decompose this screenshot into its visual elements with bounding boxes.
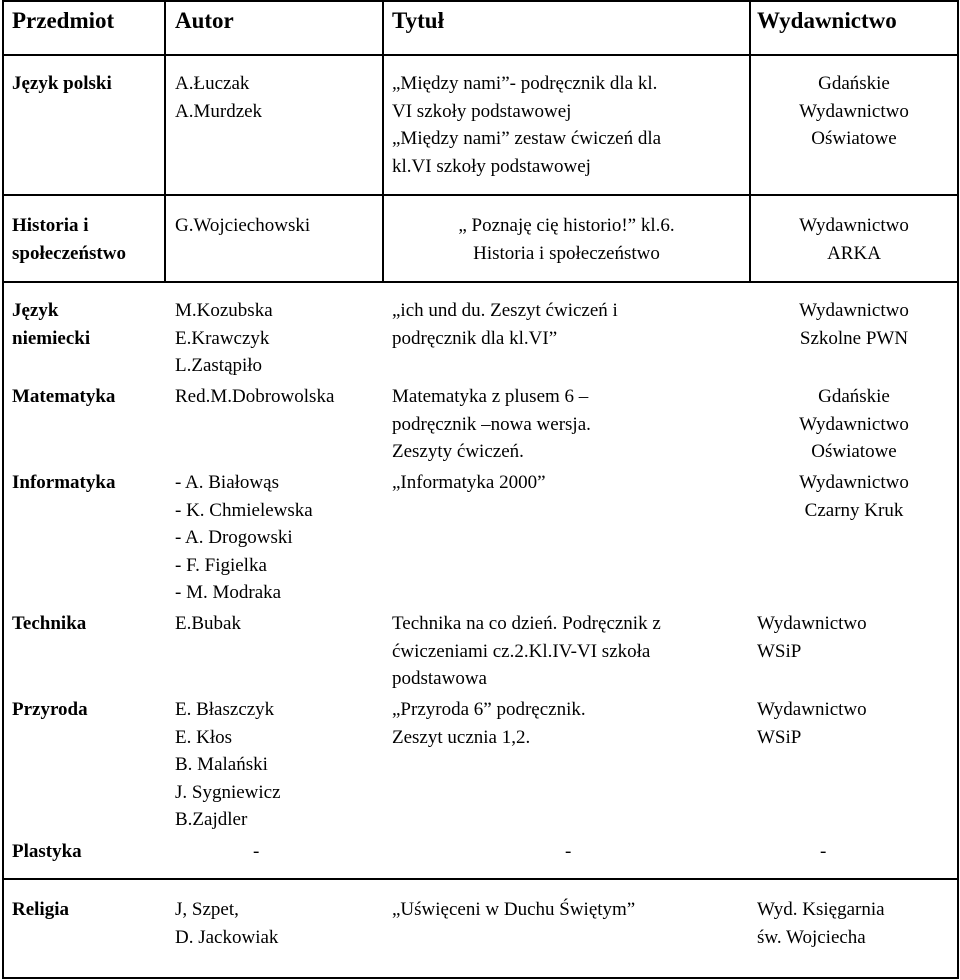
- header-publisher: Wydawnictwo: [757, 8, 897, 33]
- row-informatyka-publisher: [751, 469, 957, 524]
- publisher-line: Wyd. Księgarnia: [757, 899, 885, 920]
- row-polski-subject: [12, 70, 112, 98]
- title-line: „ Poznaję cię historio!” kl.6.: [458, 215, 675, 236]
- title-line: VI szkoły podstawowej: [392, 100, 572, 122]
- publisher-line: Wydawnictwo: [799, 300, 909, 321]
- author-line: D. Jackowiak: [175, 926, 279, 948]
- subject-line: Historia i: [12, 215, 89, 236]
- subject-line: Plastyka: [12, 841, 82, 862]
- row-religia-publisher: [757, 896, 885, 951]
- row-informatyka-subject: [12, 469, 115, 497]
- publisher-line: Oświatowe: [811, 441, 897, 462]
- row-niemiecki-subject: [12, 297, 90, 352]
- row-religia-authors: [175, 896, 278, 951]
- publisher-line: Wydawnictwo: [799, 100, 909, 122]
- title-line: podręcznik dla kl.VI”: [392, 327, 558, 349]
- row-niemiecki-authors: [175, 297, 273, 380]
- rule-after-historia: [2, 281, 959, 283]
- title-line: Matematyka z plusem 6 –: [392, 386, 589, 407]
- row-plastyka-subject: [12, 838, 82, 866]
- row-przyroda-title: [392, 696, 586, 751]
- publisher-line: ARKA: [827, 242, 881, 264]
- row-przyroda-publisher: [757, 696, 867, 751]
- publisher-line: Wydawnictwo: [799, 472, 909, 493]
- rule-after-plastyka: [2, 878, 959, 880]
- subject-line: Informatyka: [12, 472, 116, 493]
- publisher-line: św. Wojciecha: [757, 926, 866, 948]
- publisher-line: Gdańskie: [818, 73, 890, 94]
- row-religia-subject: [12, 896, 69, 924]
- subject-line: Język polski: [12, 73, 112, 94]
- title-line: „ich und du. Zeszyt ćwiczeń i: [392, 300, 618, 321]
- row-matematyka-subject: [12, 383, 115, 411]
- publisher-line: Wydawnictwo: [799, 413, 909, 435]
- title-line: podręcznik –nowa wersja.: [392, 413, 591, 435]
- row-technika-subject: [12, 610, 86, 638]
- author-line: B.Zajdler: [175, 809, 248, 830]
- author-line: B. Malański: [175, 754, 268, 775]
- row-historia-authors: [175, 212, 310, 240]
- title-line: „Między nami”- podręcznik dla kl.: [392, 73, 658, 94]
- title-line: „Przyroda 6” podręcznik.: [392, 699, 586, 720]
- publisher-line: Wydawnictwo: [799, 215, 909, 236]
- publisher-line: Szkolne PWN: [799, 327, 909, 349]
- author-line: E.Krawczyk: [175, 327, 270, 349]
- publisher-line: Wydawnictwo: [757, 613, 867, 634]
- header-author: Autor: [175, 8, 234, 33]
- subject-line: niemiecki: [12, 327, 91, 349]
- subject-line: Język: [12, 300, 59, 321]
- author-line: -: [253, 841, 260, 862]
- author-line: - F. Figielka: [175, 554, 267, 576]
- rule-bottom: [2, 977, 959, 979]
- row-informatyka-authors: [175, 469, 313, 607]
- author-line: L.Zastąpiło: [175, 355, 263, 376]
- row-przyroda-authors: [175, 696, 281, 834]
- row-plastyka-publisher: [820, 838, 826, 866]
- author-line: E. Kłos: [175, 726, 232, 748]
- rule-left: [2, 0, 4, 979]
- author-line: - A. Białowąs: [175, 472, 279, 493]
- title-line: Historia i społeczeństwo: [473, 242, 660, 264]
- publisher-line: -: [820, 841, 827, 862]
- row-polski-publisher: [751, 70, 957, 153]
- publisher-line: Wydawnictwo: [757, 699, 867, 720]
- row-plastyka-authors: [253, 838, 259, 866]
- publisher-line: WSiP: [757, 726, 802, 748]
- subject-line: Technika: [12, 613, 87, 634]
- row-plastyka-title: [565, 838, 571, 866]
- header-subject: Przedmiot: [12, 8, 115, 33]
- row-niemiecki-title: [392, 297, 618, 352]
- rule-col1: [164, 0, 166, 281]
- subject-line: społeczeństwo: [12, 242, 126, 264]
- row-niemiecki-publisher: [751, 297, 957, 352]
- title-line: „Uświęceni w Duchu Świętym”: [392, 899, 636, 920]
- row-technika-title: [392, 610, 661, 693]
- rule-after-header: [2, 54, 959, 56]
- author-line: - M. Modraka: [175, 582, 282, 603]
- row-technika-publisher: [757, 610, 867, 665]
- title-line: Zeszyt ucznia 1,2.: [392, 726, 531, 748]
- row-matematyka-authors: [175, 383, 334, 411]
- row-przyroda-subject: [12, 696, 88, 724]
- title-line: „Między nami” zestaw ćwiczeń dla: [392, 128, 662, 149]
- publisher-line: Oświatowe: [811, 128, 897, 149]
- row-historia-title: [384, 212, 749, 267]
- title-line: kl.VI szkoły podstawowej: [392, 155, 591, 177]
- header-title: Tytuł: [392, 8, 444, 33]
- row-historia-subject: [12, 212, 126, 267]
- publisher-line: Czarny Kruk: [804, 499, 904, 521]
- author-line: E. Błaszczyk: [175, 699, 275, 720]
- author-line: E.Bubak: [175, 613, 241, 634]
- title-line: ćwiczeniami cz.2.Kl.IV-VI szkoła: [392, 640, 651, 662]
- title-line: Technika na co dzień. Podręcznik z: [392, 613, 661, 634]
- author-line: J. Sygniewicz: [175, 781, 281, 803]
- author-line: Red.M.Dobrowolska: [175, 386, 335, 407]
- author-line: J, Szpet,: [175, 899, 239, 920]
- row-polski-title: [392, 70, 661, 180]
- row-informatyka-title: [392, 469, 546, 497]
- rule-right: [957, 0, 959, 979]
- subject-line: Matematyka: [12, 386, 116, 407]
- title-line: -: [565, 841, 572, 862]
- author-line: M.Kozubska: [175, 300, 273, 321]
- rule-top: [2, 0, 959, 2]
- row-historia-publisher: [751, 212, 957, 267]
- author-line: - K. Chmielewska: [175, 499, 313, 521]
- publisher-line: WSiP: [757, 640, 802, 662]
- row-matematyka-title: [392, 383, 591, 466]
- author-line: - A. Drogowski: [175, 527, 293, 548]
- publisher-line: Gdańskie: [818, 386, 890, 407]
- author-line: A.Murdzek: [175, 100, 263, 122]
- row-polski-authors: [175, 70, 262, 125]
- title-line: „Informatyka 2000”: [392, 472, 546, 493]
- rule-after-polski: [2, 194, 959, 196]
- row-religia-title: [392, 896, 635, 924]
- subject-line: Przyroda: [12, 699, 88, 720]
- author-line: A.Łuczak: [175, 73, 250, 94]
- subject-line: Religia: [12, 899, 69, 920]
- row-matematyka-publisher: [751, 383, 957, 466]
- title-line: podstawowa: [392, 668, 487, 689]
- title-line: Zeszyty ćwiczeń.: [392, 441, 524, 462]
- author-line: G.Wojciechowski: [175, 215, 311, 236]
- row-technika-authors: [175, 610, 241, 638]
